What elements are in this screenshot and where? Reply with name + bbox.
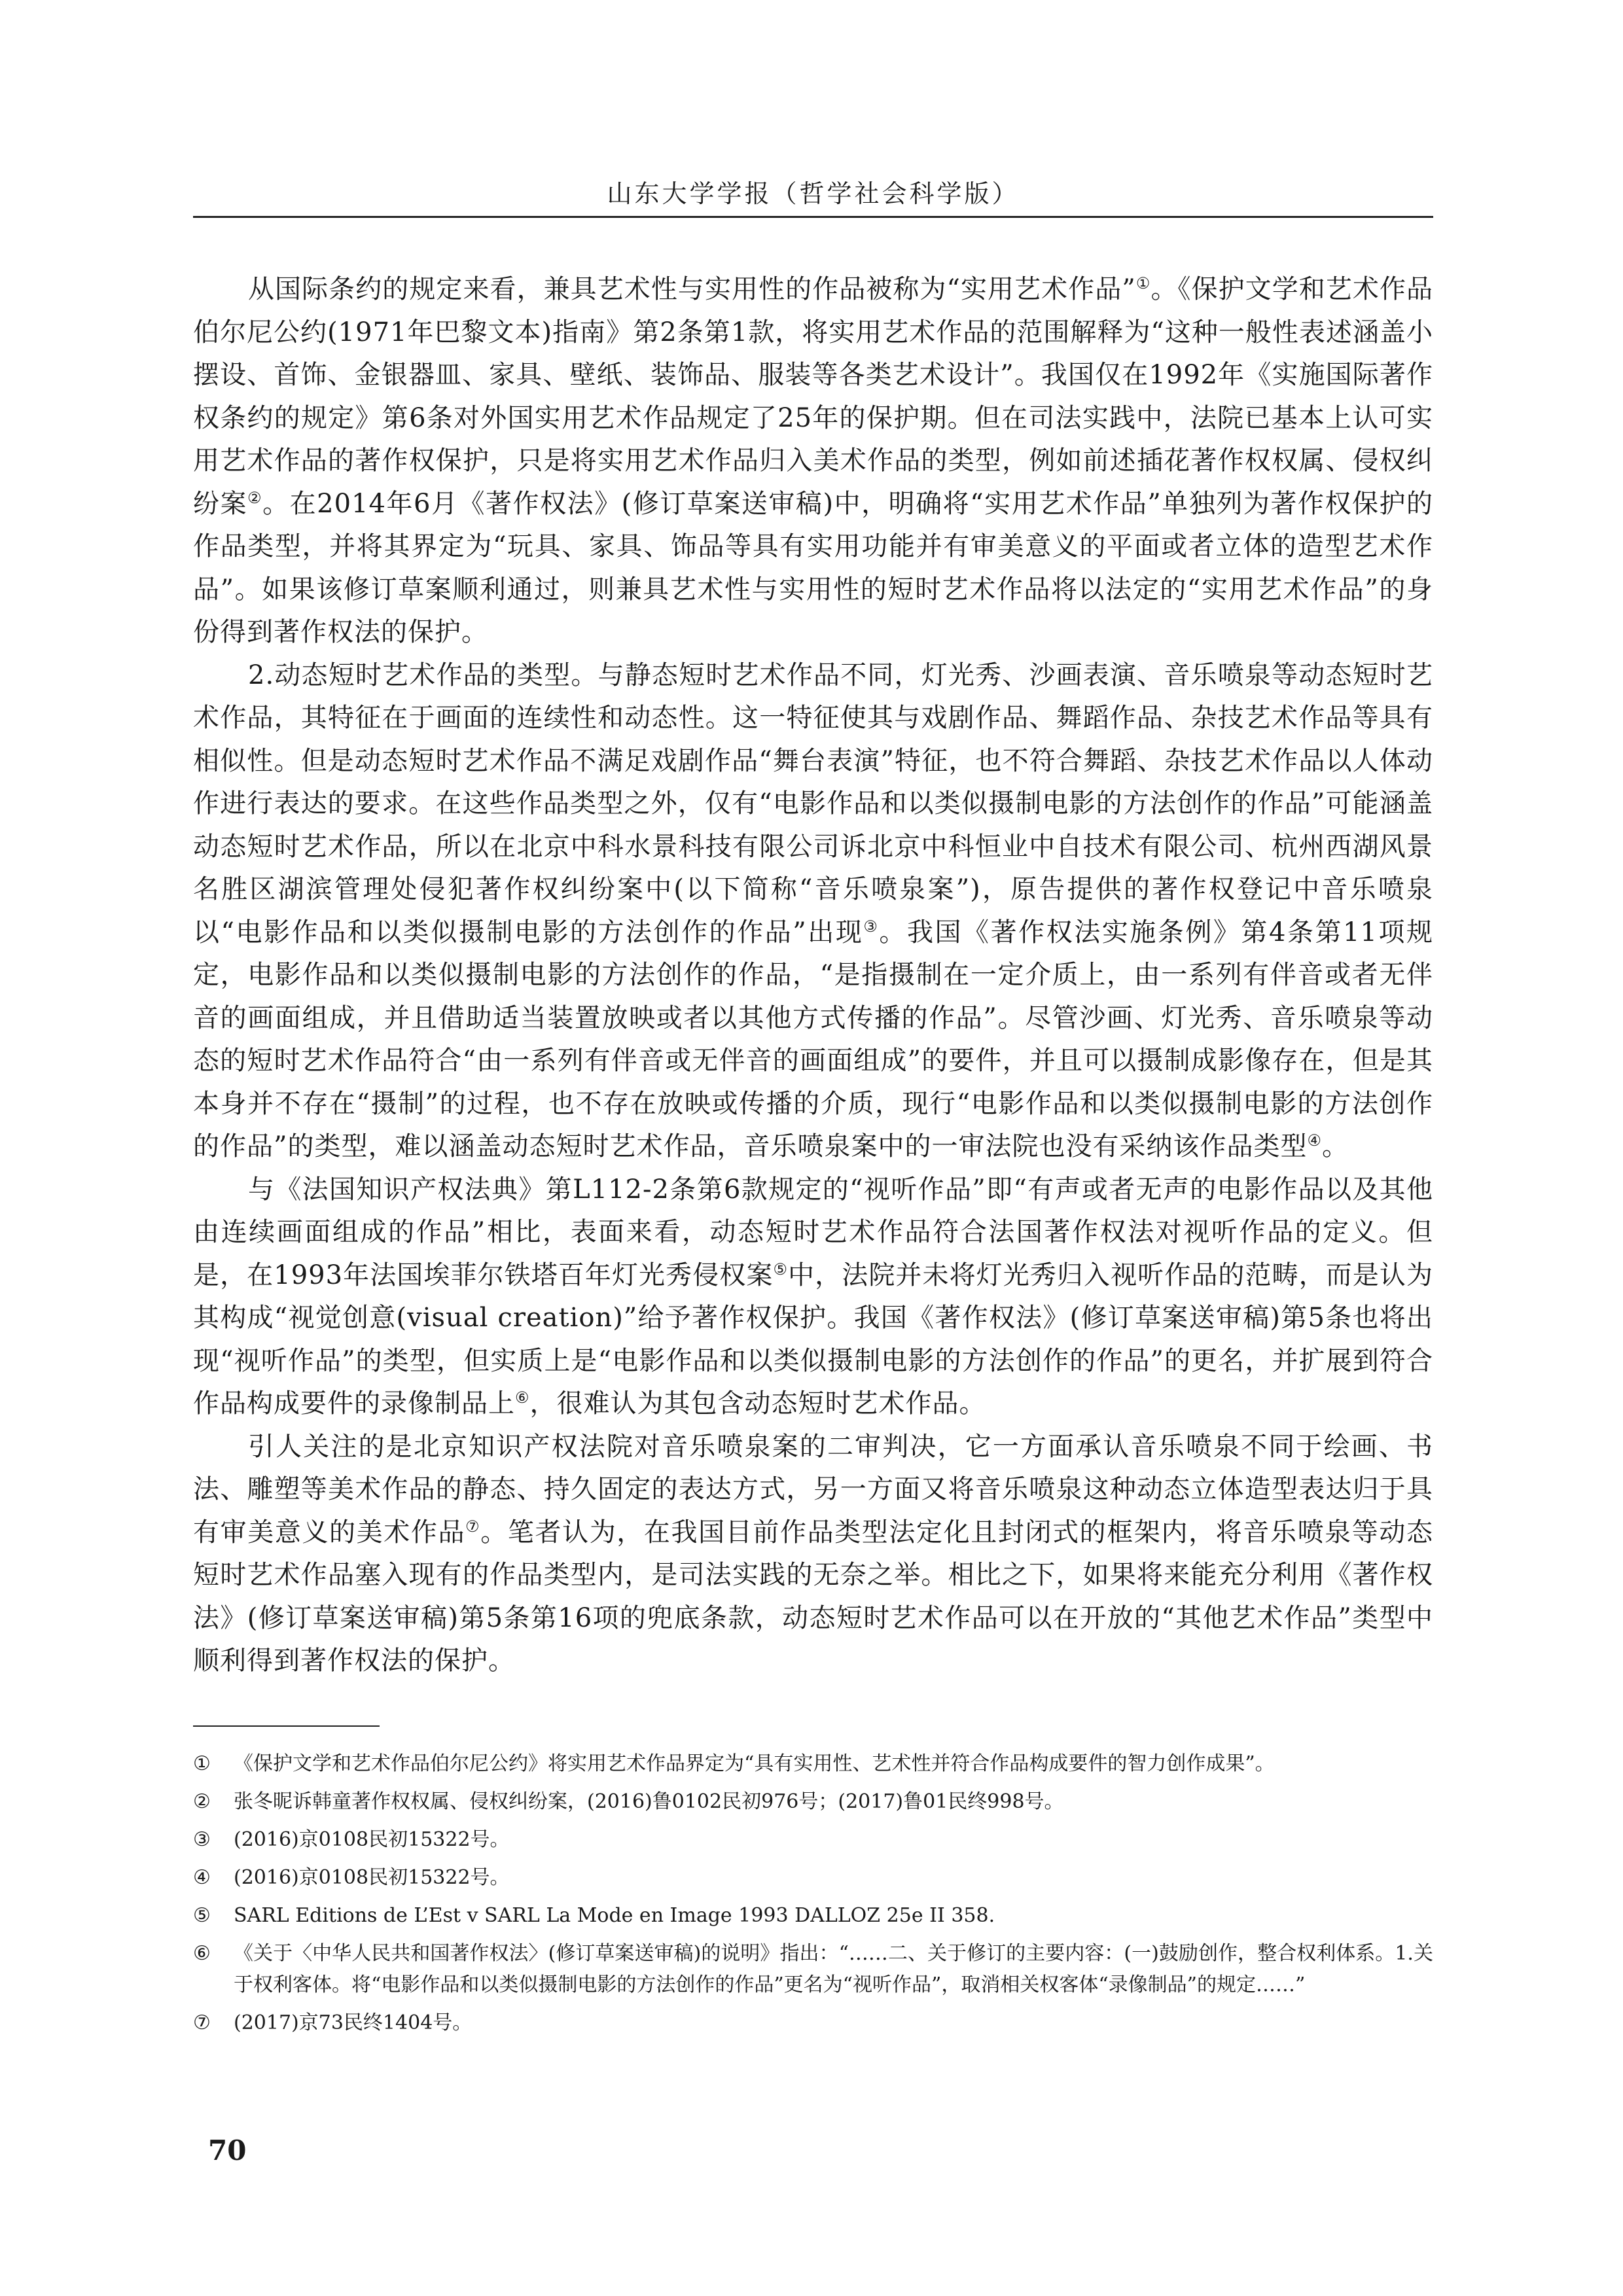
footnote-rule — [193, 1725, 380, 1727]
footnote-item — [193, 1900, 1433, 1932]
header-rule — [193, 216, 1433, 218]
footnote-mark: ④ — [193, 1866, 211, 1889]
footnote-text: 张冬昵诉韩童著作权权属、侵权纠纷案，(2016)鲁0102民初976号；(2017)鲁01民终998号。 — [234, 1790, 1064, 1813]
paragraph-text: 2.动态短时艺术作品的类型。与静态短时艺术作品不同，灯光秀、沙画表演、音乐喷泉等动态短时艺术作品，其特征在于画面的连续性和动态性。这一特征使其与戏剧作品、舞蹈作品、杂技艺术作品等具有相似性。但是动态短时艺术作品不满足戏剧作品“舞台表演”特征，也不符合舞蹈、杂技艺术作品以人体动作进行表达的要求。在这些作品类型之外，仅有“电影作品和以类似摄制电影的方法创作的作品”可能涵盖动态短时艺术作品，所以在北京中科水景科技有限公司诉北京中科恒业中自技术有限公司、杭州西湖风景名胜区湖滨管理处侵犯著作权纠纷案中(以下简称“音乐喷泉案”)，原告提供的著作权登记中音乐喷泉以“电影作品和以类似摄制电影的方法创作的作品”出现 — [193, 660, 1433, 947]
footnote-mark: ② — [193, 1790, 211, 1813]
footnote-reference[interactable]: ④ — [1307, 1131, 1322, 1150]
paragraph-text: 引人关注的是北京知识产权法院对音乐喷泉案的二审判决，它一方面承认音乐喷泉不同于绘画、书法、雕塑等美术作品的静态、持久固定的表达方式，另一方面又将音乐喷泉这种动态立体造型表达归于具有审美意义的美术作品 — [193, 1431, 1433, 1547]
footnote-mark: ⑦ — [193, 2011, 211, 2034]
footnote-mark: ① — [193, 1752, 211, 1775]
paragraph-text: 。《保护文学和艺术作品伯尔尼公约(1971年巴黎文本)指南》第2条第1款，将实用艺术作品的范围解释为“这种一般性表述涵盖小摆设、首饰、金银器皿、家具、壁纸、装饰品、服装等各类艺术设计”。我国仅在1992年《实施国际著作权条约的规定》第6条对外国实用艺术作品规定了25年的保护期。但在司法实践中，法院已基本上认可实用艺术作品的著作权保护，只是将实用艺术作品归入美术作品的类型，例如前述插花著作权权属、侵权纠纷案 — [193, 274, 1434, 519]
footnotes — [193, 1748, 1433, 2045]
paragraph-text: 中，法院并未将灯光秀归入视听作品的范畴，而是认为其构成“视觉创意(visual creation)”给予著作权保护。我国《著作权法》(修订草案送审稿)第5条也将出现“视听作品”的类型，但实质上是“电影作品和以类似摄制电影的方法创作的作品”的更名，并扩展到符合作品构成要件的录像制品上 — [193, 1260, 1434, 1419]
footnote-text: (2017)京73民终1404号。 — [234, 2011, 473, 2034]
article-body — [193, 268, 1433, 1683]
footnote-reference[interactable]: ⑦ — [465, 1517, 481, 1536]
body-paragraph — [193, 268, 1433, 654]
body-paragraph — [193, 654, 1433, 1169]
footnote-text: 《保护文学和艺术作品伯尔尼公约》将实用艺术作品界定为“具有实用性、艺术性并符合作品构成要件的智力创作成果”。 — [234, 1752, 1275, 1775]
body-paragraph — [193, 1169, 1433, 1426]
footnote-text: (2016)京0108民初15322号。 — [234, 1866, 510, 1889]
footnote-text: 《关于〈中华人民共和国著作权法〉(修订草案送审稿)的说明》指出：“……二、关于修订的主要内容：(一)鼓励创作，整合权利体系。1.关于权利客体。将“电影作品和以类似摄制电影的方法创作的作品”更名为“视听作品”，取消相关权客体“录像制品”的规定……” — [234, 1942, 1433, 1996]
footnote-mark: ⑥ — [193, 1942, 211, 1965]
footnote-mark: ⑤ — [193, 1904, 211, 1927]
footnote-text: SARL Editions de L’Est v SARL La Mode en Image 1993 DALLOZ 25e II 358. — [234, 1904, 995, 1927]
page-number: 70 — [208, 2134, 247, 2166]
paragraph-text: ，很难认为其包含动态短时艺术作品。 — [529, 1388, 986, 1419]
paragraph-text: 从国际条约的规定来看，兼具艺术性与实用性的作品被称为“实用艺术作品” — [248, 274, 1136, 304]
footnote-reference[interactable]: ① — [1135, 274, 1151, 292]
body-paragraph — [193, 1426, 1433, 1683]
running-head — [193, 173, 1433, 209]
footnote-item — [193, 2007, 1433, 2039]
footnote-reference[interactable]: ⑤ — [773, 1260, 789, 1279]
footnote-item — [193, 1862, 1433, 1894]
footnote-item — [193, 1748, 1433, 1780]
journal-title: 山东大学学报（哲学社会科学版） — [607, 179, 1020, 208]
paragraph-text: 与《法国知识产权法典》第L112-2条第6款规定的“视听作品”即“有声或者无声的电影作品以及其他由连续画面组成的作品”相比，表面来看，动态短时艺术作品符合法国著作权法对视听作品的定义。但是，在1993年法国埃菲尔铁塔百年灯光秀侵权案 — [193, 1174, 1433, 1290]
footnote-item — [193, 1786, 1433, 1818]
paragraph-text: 。笔者认为，在我国目前作品类型法定化且封闭式的框架内，将音乐喷泉等动态短时艺术作品塞入现有的作品类型内，是司法实践的无奈之举。相比之下，如果将来能充分利用《著作权法》(修订草案送审稿)第5条第16项的兜底条款，动态短时艺术作品可以在开放的“其他艺术作品”类型中顺利得到著作权法的保护。 — [193, 1517, 1434, 1676]
footnote-reference[interactable]: ⑥ — [515, 1388, 530, 1407]
footnote-item — [193, 1938, 1433, 2001]
footnote-reference[interactable]: ③ — [863, 917, 880, 936]
footnote-mark: ③ — [193, 1828, 211, 1851]
footnote-reference[interactable]: ② — [247, 488, 263, 507]
paragraph-text: 。 — [1321, 1131, 1349, 1161]
paragraph-text: 。我国《著作权法实施条例》第4条第11项规定，电影作品和以类似摄制电影的方法创作的作品，“是指摄制在一定介质上，由一系列有伴音或者无伴音的画面组成，并且借助适当装置放映或者以其他方式传播的作品”。尽管沙画、灯光秀、音乐喷泉等动态的短时艺术作品符合“由一系列有伴音或无伴音的画面组成”的要件，并且可以摄制成影像存在，但是其本身并不存在“摄制”的过程，也不存在放映或传播的介质，现行“电影作品和以类似摄制电影的方法创作的作品”的类型，难以涵盖动态短时艺术作品，音乐喷泉案中的一审法院也没有采纳该作品类型 — [193, 917, 1433, 1161]
footnote-text: (2016)京0108民初15322号。 — [234, 1828, 510, 1851]
paragraph-text: 。在2014年6月《著作权法》(修订草案送审稿)中，明确将“实用艺术作品”单独列为著作权保护的作品类型，并将其界定为“玩具、家具、饰品等具有实用功能并有审美意义的平面或者立体的造型艺术作品”。如果该修订草案顺利通过，则兼具艺术性与实用性的短时艺术作品将以法定的“实用艺术作品”的身份得到著作权法的保护。 — [193, 488, 1434, 647]
footnote-item — [193, 1824, 1433, 1856]
